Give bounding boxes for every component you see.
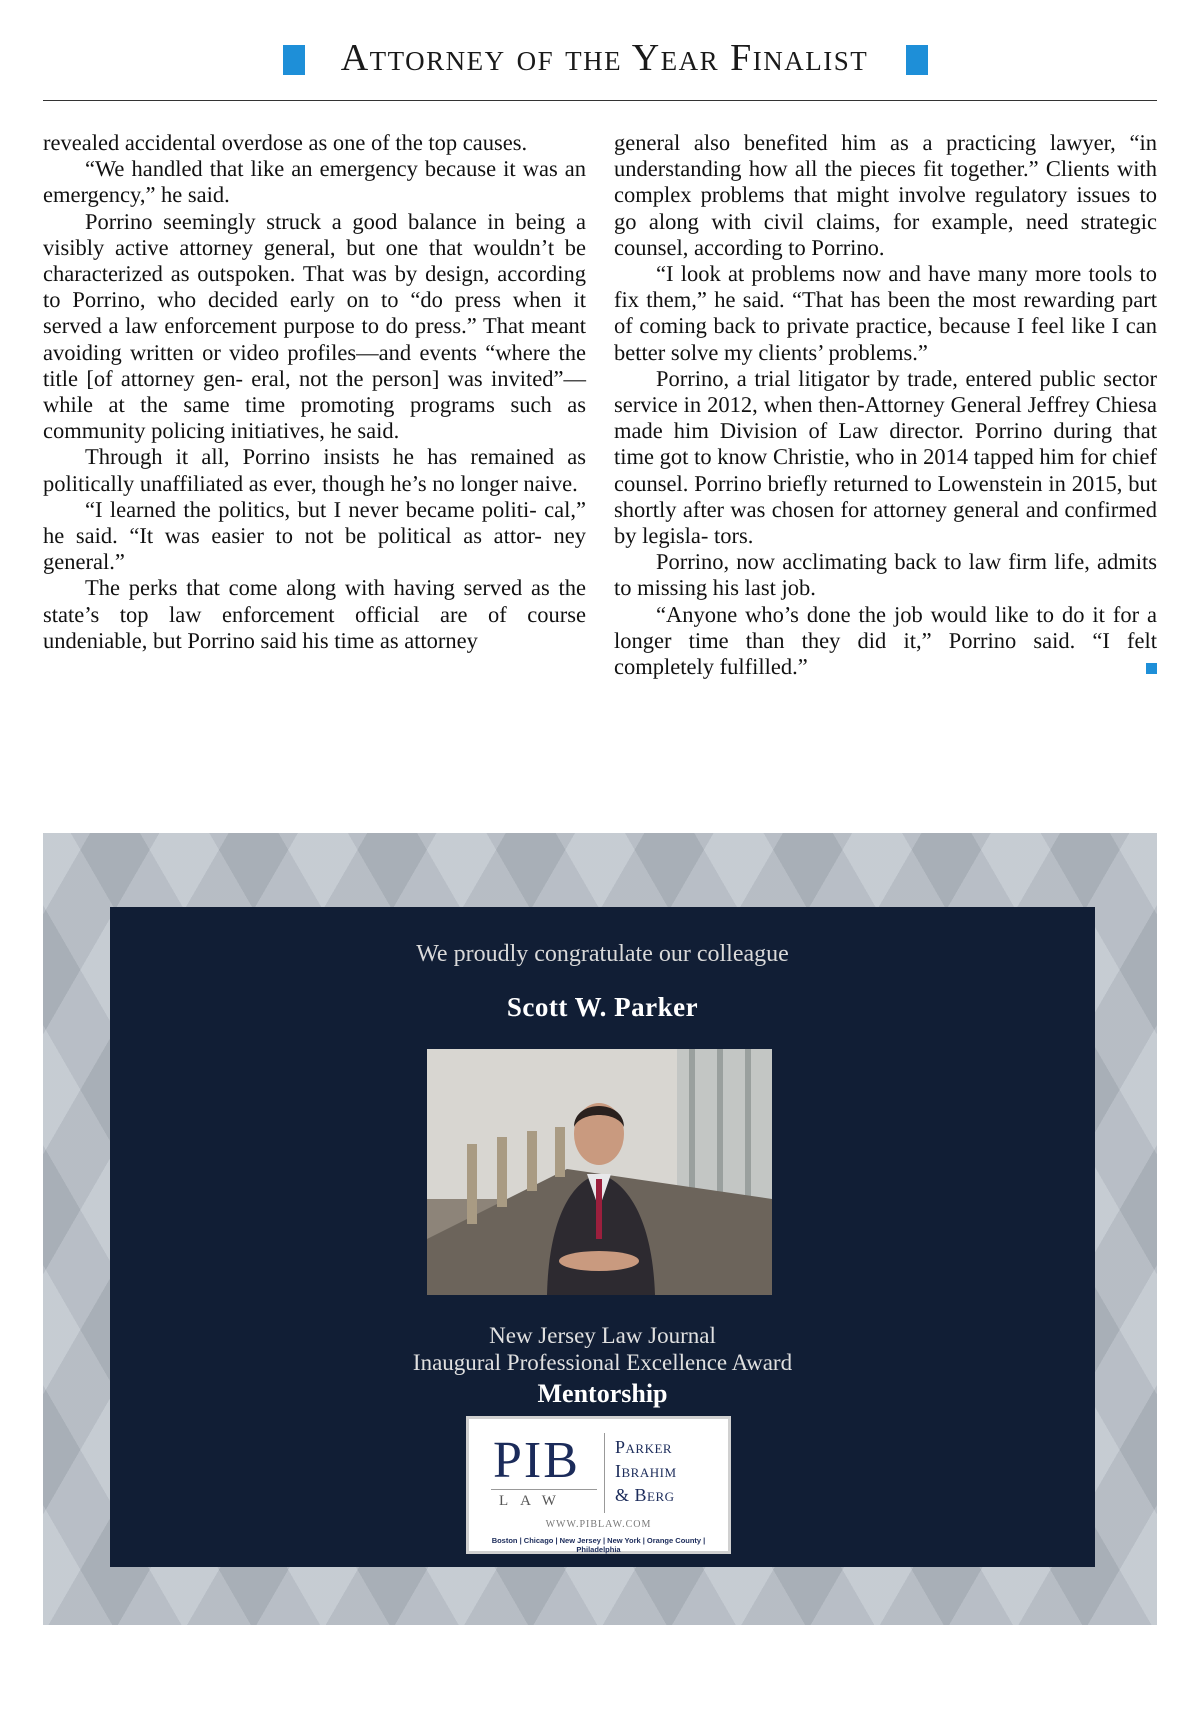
- header-square-right-icon: [906, 45, 928, 75]
- logo-divider-vertical: [604, 1433, 605, 1513]
- paragraph: “I look at problems now and have many more tools to fix them,” he said. “That has been the most rewarding part of coming back to private practice, because I feel like I can better solve my clients’ problems.”: [614, 261, 1157, 365]
- paragraph: Through it all, Porrino insists he has remained as politically unaffiliated as ever, though he’s no longer naive.: [43, 444, 586, 496]
- logo-firm-line: Ibrahim: [615, 1461, 677, 1481]
- paragraph: The perks that come along with having served as the state’s top law enforcement official are of course undeniable, but Porrino said his time as attorney: [43, 575, 586, 653]
- firm-website: WWW.PIBLAW.COM: [545, 1519, 652, 1530]
- ad-intro: We proudly congratulate our colleague: [416, 941, 789, 967]
- article-column-left: [43, 130, 586, 654]
- paragraph: general also benefited him as a practicing lawyer, “in understanding how all the pieces fit together.” Clients with complex problems that might involve regulatory issues to go along with civil claims, for example, need strategic counsel, according to Porrino.: [614, 130, 1157, 260]
- award-title: Inaugural Professional Excellence Award: [412, 1350, 793, 1375]
- firm-logo: [466, 1416, 731, 1554]
- article-column-right: [614, 130, 1157, 680]
- paragraph: “We handled that like an emergency because it was an emergency,” he said.: [43, 156, 586, 208]
- logo-firm-line: & Berg: [615, 1485, 675, 1505]
- congratulations-ad: [43, 833, 1157, 1625]
- paragraph: “I learned the politics, but I never became politi- cal,” he said. “It was easier to not be political as attor- ney general.”: [43, 496, 586, 575]
- paragraph-final: [614, 602, 1157, 681]
- paragraph: revealed accidental overdose as one of the top causes.: [43, 130, 528, 155]
- paragraph-final-text: “Anyone who’s done the job would like to do it for a longer time than they did it,” Porrino said. “I felt completely fulfilled.”: [614, 601, 1157, 680]
- award-category: Mentorship: [537, 1379, 668, 1408]
- award-publication: New Jersey Law Journal: [489, 1323, 716, 1348]
- honoree-photo: [427, 1049, 772, 1295]
- ad-panel: [110, 907, 1095, 1567]
- page-header: [43, 28, 1157, 101]
- header-square-left-icon: [283, 45, 305, 75]
- paragraph: Porrino, now acclimating back to law firm life, admits to missing his last job.: [614, 549, 1157, 601]
- logo-mark: PIB: [493, 1432, 580, 1489]
- logo-firm-name: [615, 1435, 677, 1507]
- paragraph: Porrino seemingly struck a good balance in being a visibly active attorney general, but one that wouldn’t be characterized as outspoken. That was by design, according to Porrino, who decided early on to “do press when it served a law enforcement purpose to do press.” That meant avoiding written or video profiles—and events “where the title [of attorney gen- eral, not the person] was invited”—while at the same time promoting programs such as community policing initiatives, he said.: [43, 208, 586, 444]
- end-mark-icon: [1146, 663, 1157, 674]
- honoree-name: Scott W. Parker: [506, 992, 699, 1022]
- logo-divider-horizontal: [491, 1489, 597, 1490]
- logo-law: LAW: [499, 1493, 568, 1509]
- logo-firm-line: Parker: [615, 1437, 673, 1457]
- section-title: Attorney of the Year Finalist: [340, 37, 869, 79]
- paragraph: Porrino, a trial litigator by trade, entered public sector service in 2012, when then-Attorney General Jeffrey Chiesa made him Division of Law director. Porrino during that time got to know Christie, who in 2014 tapped him for chief counsel. Porrino briefly returned to Lowenstein in 2015, but shortly after was chosen for attorney general and confirmed by legisla- tors.: [614, 365, 1157, 549]
- firm-cities: Boston | Chicago | New Jersey | New York | Orange County | Philadelphia: [491, 1536, 706, 1554]
